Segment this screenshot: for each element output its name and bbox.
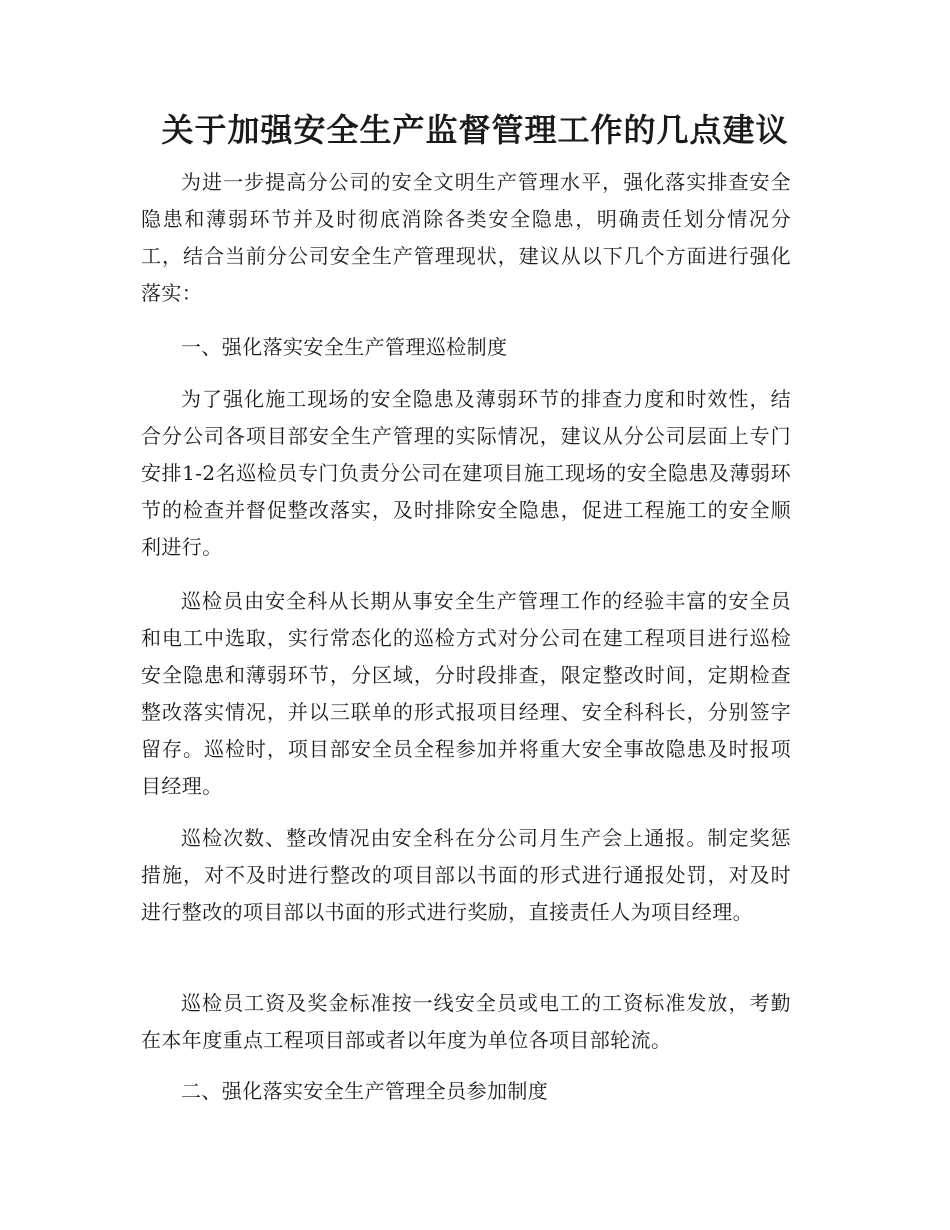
body-paragraph: 巡检员由安全科从长期从事安全生产管理工作的经验丰富的安全员和电工中选取，实行常态化的巡检方式对分公司在建工程项目进行巡检安全隐患和薄弱环节，分区域，分时段排查，限定整改时间，定期检查整改落实情况，并以三联单的形式报项目经理、安全科科长，分别签字留存。巡检时，项目部安全员全程参加并将重大安全事故隐患及时报项目经理。: [141, 589, 791, 798]
body-paragraph: 为了强化施工现场的安全隐患及薄弱环节的排查力度和时效性，结合分公司各项目部安全生产管理的实际情况，建议从分公司层面上专门安排1-2名巡检员专门负责分公司在建项目施工现场的安全隐患及薄弱环节的检查并督促整改落实，及时排除安全隐患，促进工程施工的安全顺利进行。: [141, 387, 791, 559]
section-heading-1: 一、强化落实安全生产管理巡检制度: [181, 335, 508, 359]
section-heading-2: 二、强化落实安全生产管理全员参加制度: [181, 1079, 549, 1103]
intro-paragraph: 为进一步提高分公司的安全文明生产管理水平，强化落实排查安全隐患和薄弱环节并及时彻底消除各类安全隐患，明确责任划分情况分工，结合当前分公司安全生产管理现状，建议从以下几个方面进行强化落实：: [141, 170, 791, 305]
document-title: 关于加强安全生产监督管理工作的几点建议: [161, 111, 789, 149]
body-paragraph: 巡检次数、整改情况由安全科在分公司月生产会上通报。制定奖惩措施，对不及时进行整改的项目部以书面的形式进行通报处罚，对及时进行整改的项目部以书面的形式进行奖励，直接责任人为项目经理。: [141, 826, 791, 924]
body-paragraph: 巡检员工资及奖金标准按一线安全员或电工的工资标准发放，考勤在本年度重点工程项目部或者以年度为单位各项目部轮流。: [141, 991, 791, 1052]
